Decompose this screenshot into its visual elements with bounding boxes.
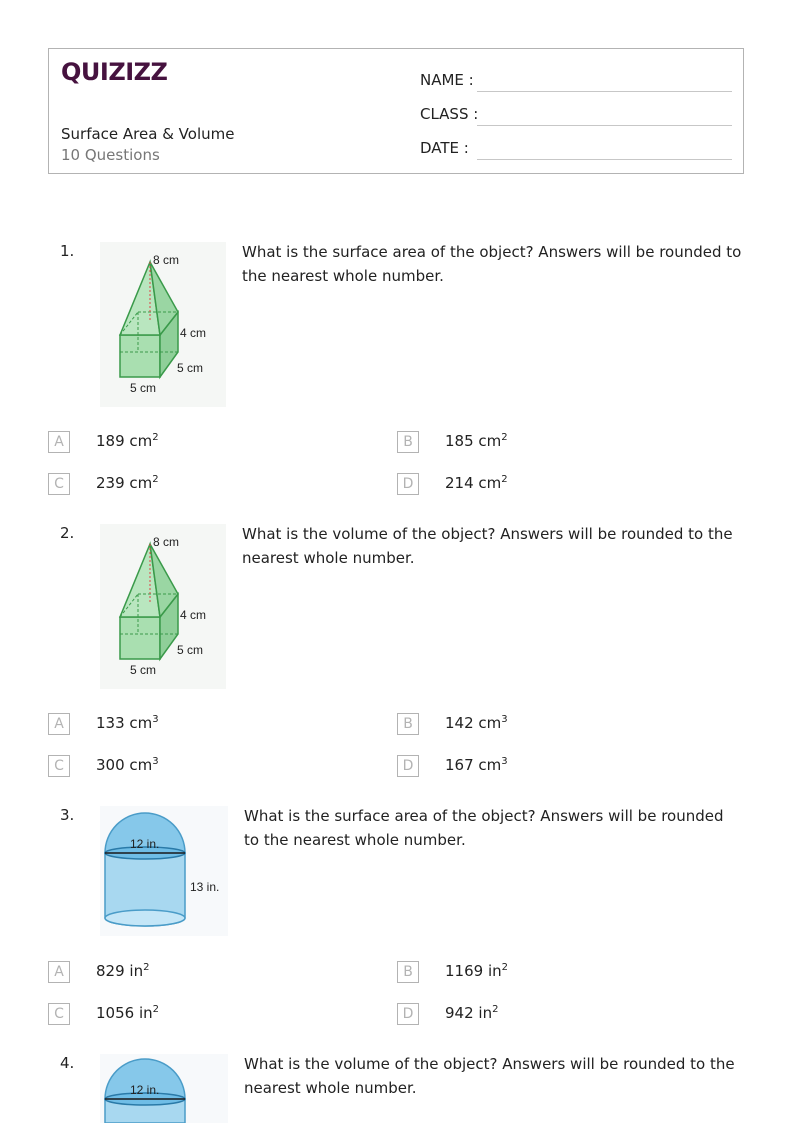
question-text: What is the surface area of the object? Answers will be rounded to the nearest whole number. xyxy=(242,243,742,285)
option-letter: A xyxy=(48,713,70,735)
option-letter: B xyxy=(397,713,419,735)
question-text: What is the volume of the object? Answers will be rounded to the nearest whole number. xyxy=(242,525,733,567)
question-text: What is the surface area of the object? Answers will be rounded to the nearest whole number. xyxy=(244,807,724,849)
date-label: DATE : xyxy=(420,139,469,157)
label-top: 8 cm xyxy=(153,253,180,267)
class-field[interactable] xyxy=(420,100,732,126)
option-value: 942 $in^2$ xyxy=(445,1004,499,1022)
option-value: 300 $cm^3$ xyxy=(96,756,159,774)
label-width: 5 cm xyxy=(130,381,157,395)
worksheet-header xyxy=(48,48,744,174)
option-value: 185 $cm^2$ xyxy=(445,432,508,450)
date-line[interactable] xyxy=(477,159,732,160)
label-depth: 5 cm xyxy=(177,361,204,375)
prism-front-box xyxy=(120,617,160,659)
class-label: CLASS : xyxy=(420,105,479,123)
label-depth: 5 cm xyxy=(177,643,204,657)
option-value: 829 $in^2$ xyxy=(96,962,150,980)
class-line[interactable] xyxy=(477,125,732,126)
option-letter: B xyxy=(397,431,419,453)
option-value: 214 $cm^2$ xyxy=(445,474,508,492)
question-number: 4. xyxy=(60,1054,75,1072)
option-letter: C xyxy=(48,1003,70,1025)
option-value: 142 $cm^3$ xyxy=(445,714,508,732)
option-letter: A xyxy=(48,961,70,983)
label-diameter: 12 in. xyxy=(130,837,160,851)
question-number: 2. xyxy=(60,524,75,542)
name-label: NAME : xyxy=(420,71,474,89)
option-value: 167 $cm^3$ xyxy=(445,756,508,774)
label-height: 4 cm xyxy=(180,608,207,622)
name-line[interactable] xyxy=(477,91,732,92)
question-count: 10 Questions xyxy=(61,146,160,164)
cylinder-base xyxy=(105,910,185,926)
option-letter: B xyxy=(397,961,419,983)
option-letter: A xyxy=(48,431,70,453)
option-letter: C xyxy=(48,473,70,495)
worksheet-title: Surface Area & Volume xyxy=(61,125,235,143)
option-value: 133 $cm^3$ xyxy=(96,714,159,732)
name-field[interactable] xyxy=(420,66,732,92)
cylinder-hemisphere-figure xyxy=(100,1054,228,1123)
option-letter: D xyxy=(397,755,419,777)
cylinder-hemisphere-figure xyxy=(100,806,228,936)
date-field[interactable] xyxy=(420,134,732,160)
prism-figure xyxy=(100,524,226,689)
label-diameter: 12 in. xyxy=(130,1083,160,1097)
option-letter: D xyxy=(397,1003,419,1025)
option-letter: D xyxy=(397,473,419,495)
option-value: 189 $cm^2$ xyxy=(96,432,159,450)
option-letter: C xyxy=(48,755,70,777)
option-value: 1169 $in^2$ xyxy=(445,962,508,980)
label-cyl-height: 13 in. xyxy=(190,880,220,894)
question-number: 1. xyxy=(60,242,75,260)
label-width: 5 cm xyxy=(130,663,157,677)
label-top: 8 cm xyxy=(153,535,180,549)
option-value: 1056 $in^2$ xyxy=(96,1004,159,1022)
quizizz-logo: QUIZIZZ xyxy=(61,58,168,86)
question-text: What is the volume of the object? Answers will be rounded to the nearest whole number. xyxy=(244,1055,735,1097)
label-height: 4 cm xyxy=(180,326,207,340)
prism-figure xyxy=(100,242,226,407)
prism-front-box xyxy=(120,335,160,377)
option-value: 239 $cm^2$ xyxy=(96,474,159,492)
question-number: 3. xyxy=(60,806,75,824)
